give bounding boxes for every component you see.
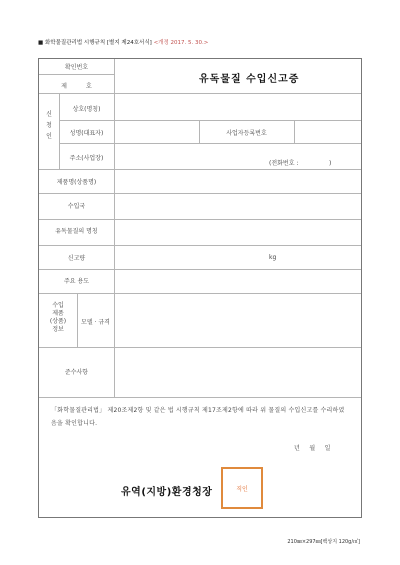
quantity-unit: kg	[269, 254, 277, 261]
company-name-label: 상호(명칭)	[72, 106, 101, 113]
form-header	[38, 38, 208, 46]
representative-label: 성명(대표자)	[69, 130, 104, 137]
paper-spec: 210㎜×297㎜[백상지 120g/㎡]	[287, 539, 360, 545]
seal-label: 직인	[236, 486, 248, 493]
revision-date: <개정 2017. 5. 30.>	[153, 40, 209, 46]
business-registration-label: 사업자등록번호	[226, 130, 267, 137]
confirmation-statement: 「화학물질관리법」 제20조제2항 및 같은 법 시행규칙 제17조제2항에 따라 위 물질의 수입신고를 수리하였음을 확인합니다.	[51, 407, 345, 427]
quantity-label: 신고량	[67, 255, 86, 262]
law-reference: ■ 화학물질관리법 시행규칙 [별지 제24호서식]	[38, 40, 152, 46]
official-seal-box	[221, 467, 263, 509]
product-name-label: 제품명(상품명)	[56, 179, 97, 186]
applicant-label: 신 청 인	[46, 111, 52, 140]
form-title: 유독물질 수입신고증	[199, 74, 300, 85]
compliance-notes-label: 준수사항	[64, 369, 89, 376]
model-spec-label: 모델 · 규격	[81, 319, 110, 326]
import-certificate-form	[38, 58, 362, 518]
certificate-number-label: 제 호	[61, 83, 92, 90]
phone-label: (전화번호 : )	[269, 160, 332, 167]
import-product-info-label: 수입 제품 (상품) 정보	[49, 302, 67, 333]
substance-name-label: 유독물질의 명칭	[55, 228, 98, 235]
address-label: 주소(사업장)	[69, 155, 104, 162]
usage-label: 주요 용도	[63, 278, 90, 285]
confirm-number-label: 확인번호	[64, 64, 89, 71]
import-country-label: 수입국	[67, 203, 86, 210]
issuing-office: 유역(지방)환경청장	[121, 487, 213, 498]
date-line: 년 월 일	[294, 445, 331, 452]
